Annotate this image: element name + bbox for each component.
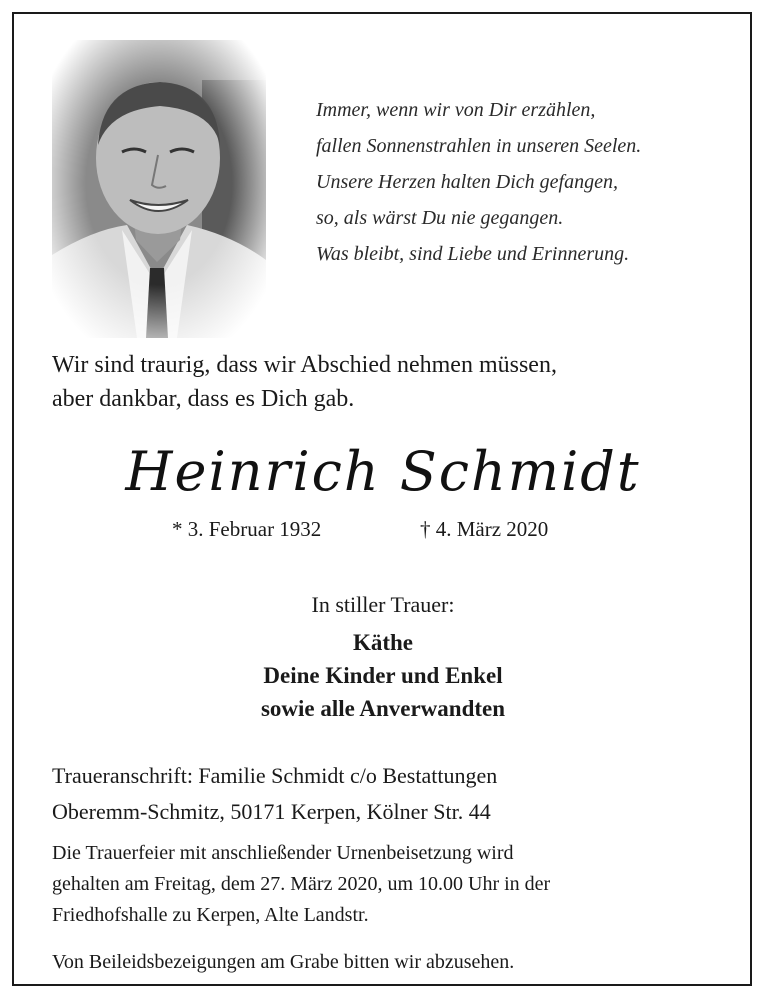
portrait-photo [52, 40, 266, 338]
service-line: Friedhofshalle zu Kerpen, Alte Landstr. [52, 904, 369, 926]
address-line: Oberemm-Schmitz, 50171 Kerpen, Kölner Str. 44 [52, 799, 491, 824]
service-line: gehalten am Freitag, dem 27. März 2020, um 10.00 Uhr in der [52, 873, 551, 895]
poem-line: fallen Sonnenstrahlen in unseren Seelen. [316, 135, 642, 157]
life-dates [0, 517, 766, 547]
poem-line: Unsere Herzen halten Dich gefangen, [316, 171, 618, 193]
closing-note: Von Beileidsbezeigungen am Grabe bitten wir abzusehen. [52, 951, 515, 973]
mourning-address [52, 758, 742, 830]
birth-date: * 3. Februar 1932 [172, 517, 322, 541]
mourner-name: sowie alle Anverwandten [260, 696, 506, 721]
service-line: Die Trauerfeier mit anschließender Urnenbeisetzung wird [52, 842, 514, 864]
deceased-name: Heinrich Schmidt [125, 440, 641, 503]
intro-line: aber dankbar, dass es Dich gab. [52, 386, 355, 412]
address-line: Traueranschrift: Familie Schmidt c/o Bestattungen [52, 763, 498, 788]
intro-line: Wir sind traurig, dass wir Abschied nehmen müssen, [52, 352, 557, 378]
mourner-name: Deine Kinder und Enkel [263, 663, 503, 688]
mourners-list [0, 626, 766, 725]
memorial-poem [316, 92, 736, 272]
mourning-heading: In stiller Trauer: [311, 592, 455, 617]
mourner-name: Käthe [352, 630, 414, 655]
death-date: † 4. März 2020 [420, 517, 549, 541]
poem-line: Was bleibt, sind Liebe und Erinnerung. [316, 243, 630, 265]
intro-text [52, 348, 732, 416]
poem-line: so, als wärst Du nie gegangen. [316, 207, 564, 229]
poem-line: Immer, wenn wir von Dir erzählen, [316, 99, 596, 121]
funeral-service-info [52, 838, 742, 931]
